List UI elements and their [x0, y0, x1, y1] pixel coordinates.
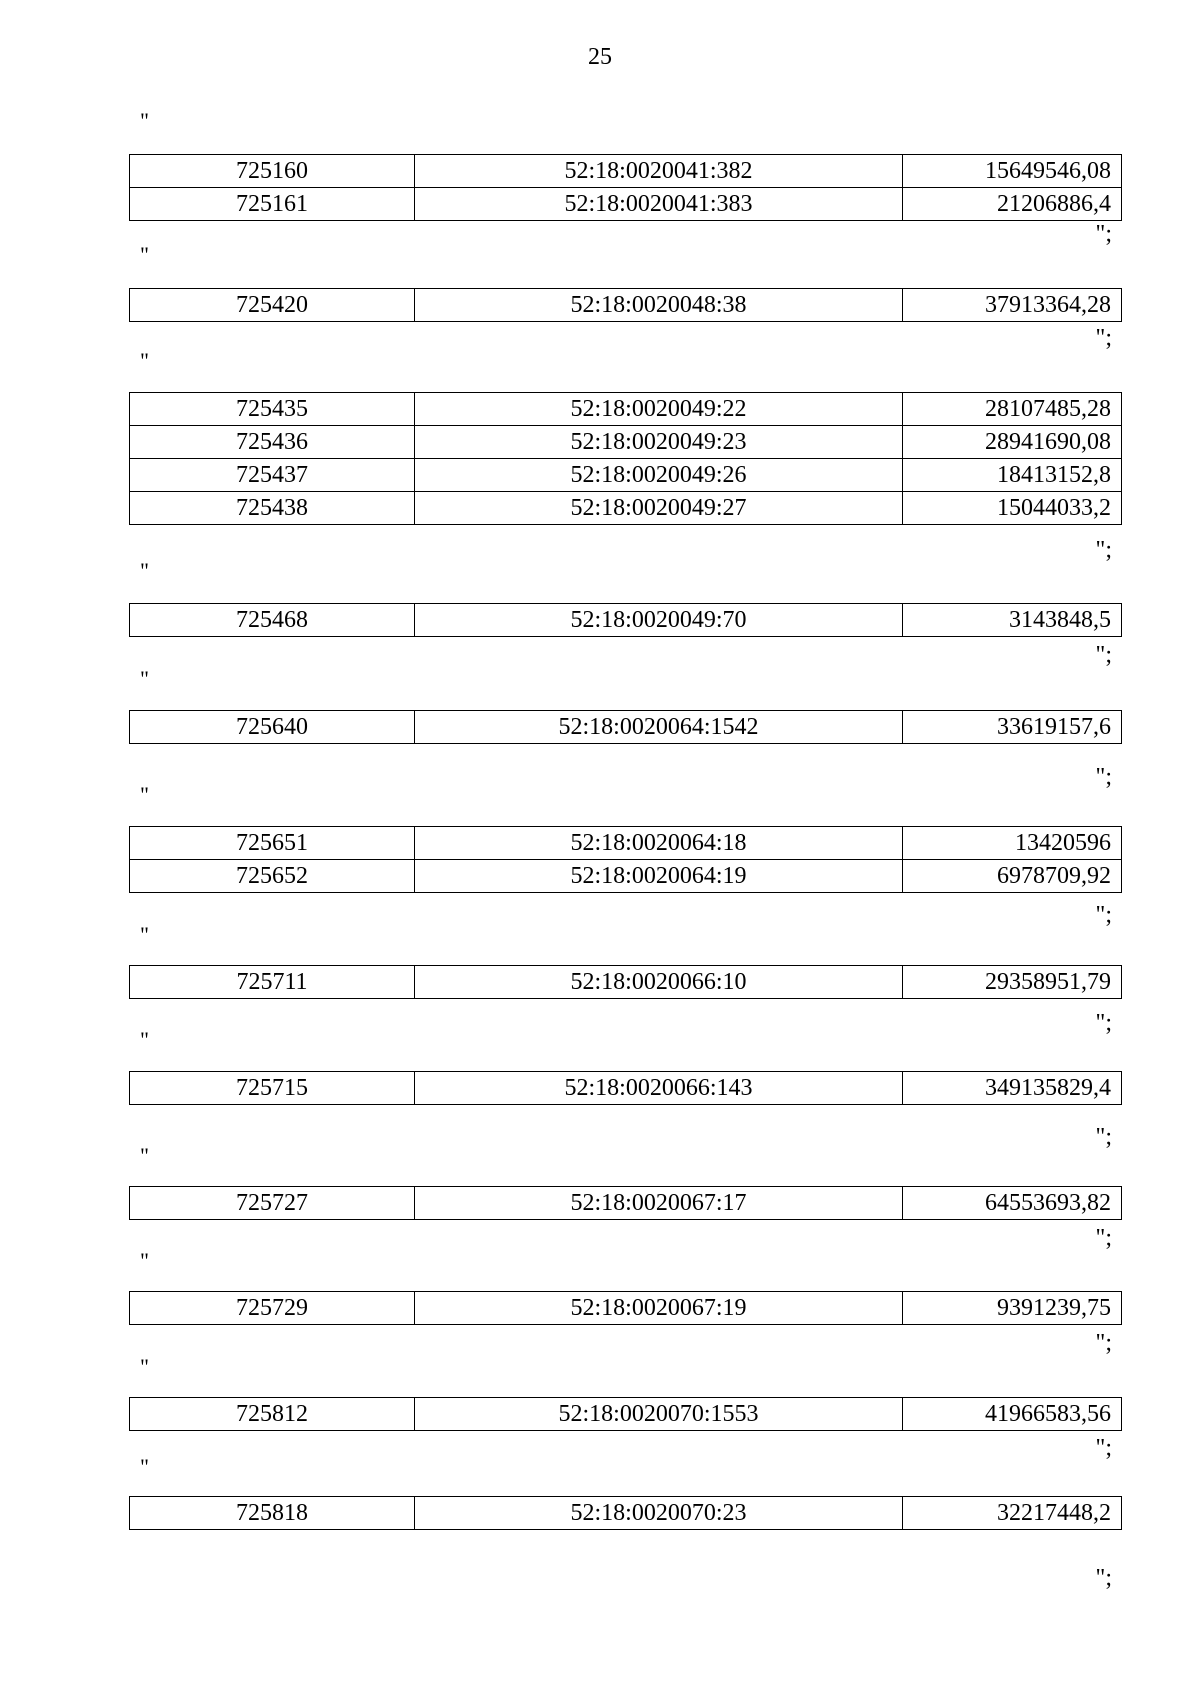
closing-quote-mark: "; [1095, 537, 1112, 563]
opening-quote-mark: " [140, 922, 149, 947]
value-cell: 349135829,4 [903, 1072, 1122, 1105]
value-cell: 32217448,2 [903, 1497, 1122, 1530]
row-number-cell: 725818 [130, 1497, 415, 1530]
row-number-cell: 725729 [130, 1292, 415, 1325]
cadastral-number-cell: 52:18:0020064:19 [415, 860, 903, 893]
opening-quote-mark: " [140, 1143, 149, 1168]
closing-quote-mark: "; [1095, 1435, 1112, 1461]
row-number-cell: 725437 [130, 459, 415, 492]
table-row [130, 459, 1122, 492]
value-cell: 13420596 [903, 827, 1122, 860]
data-table [129, 710, 1122, 744]
table-row [130, 711, 1122, 744]
cadastral-number-cell: 52:18:0020066:10 [415, 966, 903, 999]
row-number-cell: 725651 [130, 827, 415, 860]
data-table [129, 288, 1122, 322]
closing-quote-mark: "; [1095, 1010, 1112, 1036]
value-cell: 9391239,75 [903, 1292, 1122, 1325]
table-row [130, 1187, 1122, 1220]
closing-quote-mark: "; [1095, 1225, 1112, 1251]
row-number-cell: 725160 [130, 155, 415, 188]
data-table [129, 965, 1122, 999]
data-table [129, 154, 1122, 221]
value-cell: 64553693,82 [903, 1187, 1122, 1220]
data-table [129, 1186, 1122, 1220]
row-number-cell: 725161 [130, 188, 415, 221]
opening-quote-mark: " [140, 242, 149, 267]
row-number-cell: 725715 [130, 1072, 415, 1105]
opening-quote-mark: " [140, 666, 149, 691]
table-row [130, 827, 1122, 860]
table-row [130, 604, 1122, 637]
value-cell: 15649546,08 [903, 155, 1122, 188]
cadastral-number-cell: 52:18:0020049:70 [415, 604, 903, 637]
value-cell: 3143848,5 [903, 604, 1122, 637]
row-number-cell: 725727 [130, 1187, 415, 1220]
value-cell: 18413152,8 [903, 459, 1122, 492]
row-number-cell: 725420 [130, 289, 415, 322]
opening-quote-mark: " [140, 782, 149, 807]
closing-quote-mark: "; [1095, 1124, 1112, 1150]
cadastral-number-cell: 52:18:0020041:382 [415, 155, 903, 188]
closing-quote-mark: "; [1095, 325, 1112, 351]
row-number-cell: 725436 [130, 426, 415, 459]
row-number-cell: 725812 [130, 1398, 415, 1431]
data-table [129, 1291, 1122, 1325]
row-number-cell: 725652 [130, 860, 415, 893]
opening-quote-mark: " [140, 1454, 149, 1479]
row-number-cell: 725438 [130, 492, 415, 525]
table-row [130, 1497, 1122, 1530]
table-row [130, 188, 1122, 221]
table-row [130, 426, 1122, 459]
table-row [130, 393, 1122, 426]
value-cell: 29358951,79 [903, 966, 1122, 999]
value-cell: 28941690,08 [903, 426, 1122, 459]
cadastral-number-cell: 52:18:0020067:17 [415, 1187, 903, 1220]
closing-quote-mark: "; [1095, 1330, 1112, 1356]
closing-quote-mark: "; [1095, 221, 1112, 247]
value-cell: 37913364,28 [903, 289, 1122, 322]
cadastral-number-cell: 52:18:0020070:1553 [415, 1398, 903, 1431]
cadastral-number-cell: 52:18:0020064:1542 [415, 711, 903, 744]
cadastral-number-cell: 52:18:0020041:383 [415, 188, 903, 221]
opening-quote-mark: " [140, 348, 149, 373]
table-row [130, 1292, 1122, 1325]
value-cell: 15044033,2 [903, 492, 1122, 525]
table-row [130, 289, 1122, 322]
opening-quote-mark: " [140, 558, 149, 583]
row-number-cell: 725711 [130, 966, 415, 999]
cadastral-number-cell: 52:18:0020066:143 [415, 1072, 903, 1105]
cadastral-number-cell: 52:18:0020049:27 [415, 492, 903, 525]
cadastral-number-cell: 52:18:0020049:22 [415, 393, 903, 426]
data-table [129, 1397, 1122, 1431]
table-row [130, 966, 1122, 999]
row-number-cell: 725435 [130, 393, 415, 426]
value-cell: 6978709,92 [903, 860, 1122, 893]
opening-quote-mark: " [140, 1354, 149, 1379]
cadastral-number-cell: 52:18:0020048:38 [415, 289, 903, 322]
cadastral-number-cell: 52:18:0020070:23 [415, 1497, 903, 1530]
cadastral-number-cell: 52:18:0020049:26 [415, 459, 903, 492]
opening-quote-mark: " [140, 108, 149, 133]
table-row [130, 1398, 1122, 1431]
data-table [129, 826, 1122, 893]
data-table [129, 1496, 1122, 1530]
data-table [129, 603, 1122, 637]
opening-quote-mark: " [140, 1027, 149, 1052]
table-row [130, 860, 1122, 893]
value-cell: 33619157,6 [903, 711, 1122, 744]
data-table [129, 392, 1122, 525]
value-cell: 21206886,4 [903, 188, 1122, 221]
closing-quote-mark: "; [1095, 1565, 1112, 1591]
table-row [130, 155, 1122, 188]
closing-quote-mark: "; [1095, 642, 1112, 668]
closing-quote-mark: "; [1095, 902, 1112, 928]
row-number-cell: 725640 [130, 711, 415, 744]
data-table [129, 1071, 1122, 1105]
value-cell: 28107485,28 [903, 393, 1122, 426]
cadastral-number-cell: 52:18:0020064:18 [415, 827, 903, 860]
page-number: 25 [588, 44, 612, 70]
opening-quote-mark: " [140, 1248, 149, 1273]
row-number-cell: 725468 [130, 604, 415, 637]
cadastral-number-cell: 52:18:0020067:19 [415, 1292, 903, 1325]
table-row [130, 1072, 1122, 1105]
cadastral-number-cell: 52:18:0020049:23 [415, 426, 903, 459]
value-cell: 41966583,56 [903, 1398, 1122, 1431]
closing-quote-mark: "; [1095, 764, 1112, 790]
table-row [130, 492, 1122, 525]
